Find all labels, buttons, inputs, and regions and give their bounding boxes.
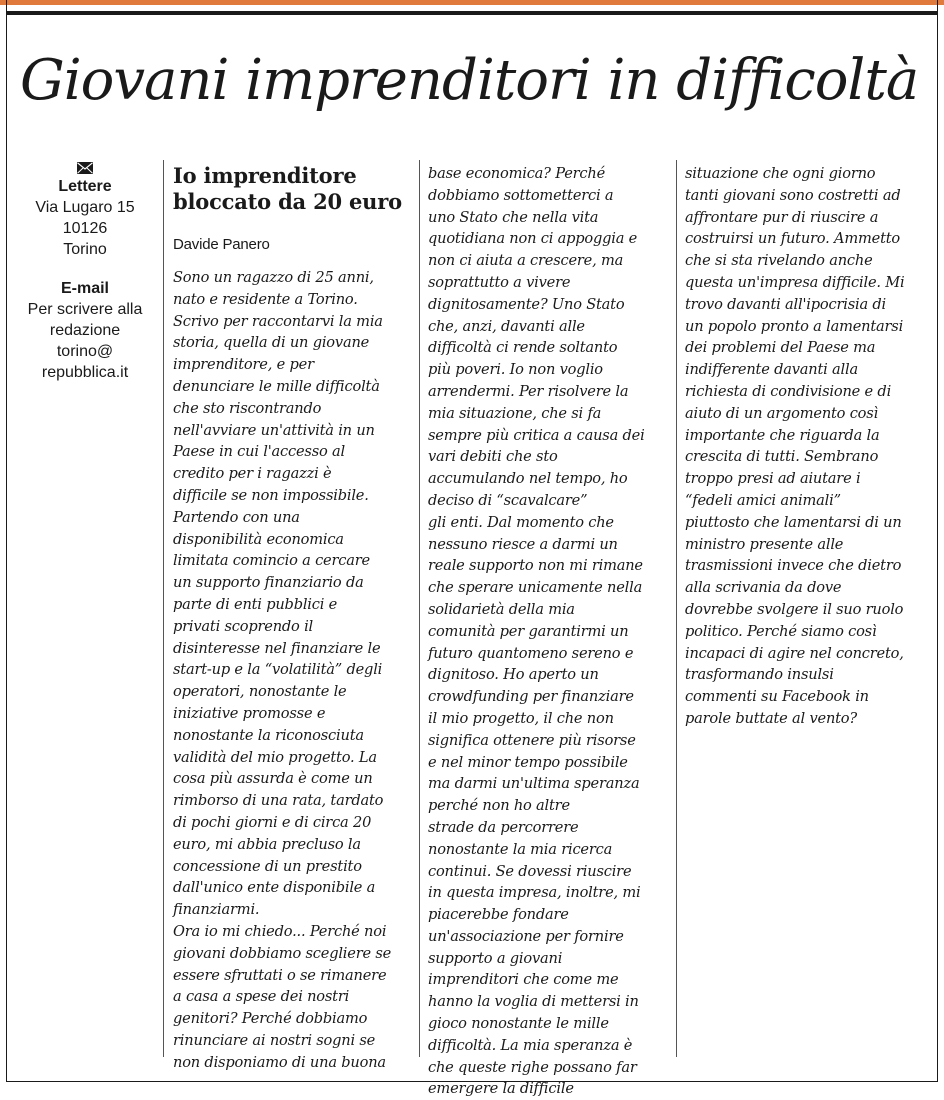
address-line: Via Lugaro 15 — [35, 199, 135, 216]
text-line: politico. Perché siamo così — [685, 622, 877, 640]
text-line: dobbiamo sottometterci a — [428, 186, 614, 204]
text-line: che queste righe possano far — [428, 1058, 637, 1076]
text-line: reale supporto non mi rimane — [428, 557, 643, 575]
text-line: Ora io mi chiedo... Perché noi — [173, 922, 387, 940]
text-line: uno Stato che nella vita — [428, 208, 599, 226]
text-line: imprenditore, e per — [173, 356, 314, 374]
text-line: non disponiamo di una buona — [173, 1053, 386, 1071]
text-line: vari debiti che sto — [428, 448, 558, 466]
text-line: rimborso di una rata, tardato — [173, 792, 384, 810]
text-line: genitori? Perché dobbiamo — [173, 1010, 368, 1028]
text-line: nato e residente a Torino. — [173, 290, 358, 308]
text-line: continui. Se dovessi riuscire — [428, 862, 632, 880]
text-line: cosa più assurda è come un — [173, 770, 373, 788]
column-rule — [419, 160, 420, 1057]
text-line: dignitoso. Ho aperto un — [428, 666, 599, 684]
text-line: indifferente davanti alla — [685, 361, 858, 379]
text-line: euro, mi abbia precluso la — [173, 835, 361, 853]
text-line: ma darmi un'ultima speranza — [428, 775, 640, 793]
text-line: troppo presi ad aiutare i — [685, 470, 861, 488]
text-line: strade da percorrere — [428, 818, 579, 836]
text-line: rinunciare ai nostri sogni se — [173, 1031, 376, 1049]
text-line: iniziative promosse e — [173, 704, 326, 722]
envelope-icon — [77, 162, 93, 174]
text-line: storia, quella di un giovane — [173, 334, 370, 352]
text-line: dovrebbe svolgere il suo ruolo — [685, 600, 904, 618]
text-line: privati scoprendo il — [173, 617, 314, 635]
text-line: piacerebbe fondare — [428, 906, 569, 924]
article-title-line: bloccato da 20 euro — [173, 189, 402, 214]
article-column-2 — [428, 163, 672, 1100]
text-line: giovani dobbiamo scegliere se — [173, 944, 392, 962]
text-line: e nel minor tempo possibile — [428, 753, 628, 771]
text-line: significa ottenere più risorse — [428, 731, 636, 749]
text-line: dignitosamente? Uno Stato — [428, 295, 625, 313]
text-line: nell'avviare un'attività in un — [173, 421, 375, 439]
text-line: emergere la difficile — [428, 1080, 574, 1098]
text-line: ministro presente alle — [685, 535, 844, 553]
text-line: trovo davanti all'ipocrisia di — [685, 295, 887, 313]
text-line: limitata comincio a cercare — [173, 552, 370, 570]
text-line: nonostante la mia ricerca — [428, 840, 613, 858]
text-line: deciso di “scavalcare” — [428, 491, 588, 509]
text-line: perché non ho altre — [428, 797, 570, 815]
text-line: che sto riscontrando — [173, 399, 322, 417]
column-rule — [163, 160, 164, 1057]
text-line: crowdfunding per finanziare — [428, 688, 634, 706]
text-line: incapaci di agire nel concreto, — [685, 644, 904, 662]
text-line: un popolo pronto a lamentarsi — [685, 317, 904, 335]
text-line: credito per i ragazzi è — [173, 465, 332, 483]
column-rule — [676, 160, 677, 1057]
text-line: alla scrivania da dove — [685, 579, 842, 597]
text-line: accumulando nel tempo, ho — [428, 470, 628, 488]
text-line: dall'unico ente disponibile a — [173, 879, 376, 897]
contact-sidebar — [16, 162, 154, 383]
text-line: mia situazione, che si fa — [428, 404, 602, 422]
text-line: gioco nonostante le mille — [428, 1015, 609, 1033]
text-line: importante che riguarda la — [685, 426, 880, 444]
email-address-link[interactable]: torino@ — [56, 343, 114, 360]
text-line: questa un'impresa difficile. Mi — [685, 273, 905, 291]
text-line: arrendermi. Per risolvere la — [428, 382, 629, 400]
text-line: start-up e la “volatilità” degli — [173, 661, 383, 679]
text-line: quotidiana non ci appoggia e — [428, 230, 638, 248]
text-line: hanno la voglia di mettersi in — [428, 993, 639, 1011]
article-title-line: Io imprenditore — [173, 163, 357, 188]
text-line: commenti su Facebook in — [685, 688, 869, 706]
text-line: operatori, nonostante le — [173, 683, 347, 701]
text-line: un supporto finanziario da — [173, 574, 364, 592]
text-line: costruirsi un futuro. Ammetto — [685, 230, 900, 248]
text-line: finanziarmi. — [173, 901, 260, 919]
text-line: solidarietà della mia — [428, 600, 575, 618]
text-line: che, anzi, davanti alle — [428, 317, 585, 335]
text-line: disinteresse nel finanziare le — [173, 639, 381, 657]
page-headline: Giovani imprenditori in difficoltà — [20, 48, 919, 113]
text-line: futuro quantomeno sereno e — [428, 644, 634, 662]
article-column-1 — [173, 163, 413, 1073]
text-line: disponibilità economica — [173, 530, 344, 548]
text-line: in questa impresa, inoltre, mi — [428, 884, 641, 902]
email-address-link[interactable]: repubblica.it — [41, 364, 129, 381]
text-line: non ci aiuta a crescere, ma — [428, 252, 624, 270]
text-line: supporto a giovani — [428, 949, 563, 967]
text-line: Sono un ragazzo di 25 anni, — [173, 269, 374, 286]
text-line: comunità per garantirmi un — [428, 622, 629, 640]
text-line: gli enti. Dal momento che — [428, 513, 614, 531]
text-line: che si sta rivelando anche — [685, 252, 873, 270]
text-line: “fedeli amici animali” — [685, 491, 841, 509]
text-line: a casa a spese dei nostri — [173, 988, 350, 1006]
text-line: denunciare le mille difficoltà — [173, 377, 380, 395]
text-line: trasformando insulsi — [685, 666, 834, 684]
text-line: difficoltà ci rende soltanto — [428, 339, 618, 357]
text-line: di pochi giorni e di circa 20 — [173, 813, 372, 831]
letters-label: Lettere — [58, 178, 112, 195]
text-line: richiesta di condivisione e di — [685, 382, 892, 400]
text-line: parte di enti pubblici e — [173, 595, 338, 613]
text-line: dei problemi del Paese ma — [685, 339, 876, 357]
text-line: validità del mio progetto. La — [173, 748, 377, 766]
text-line: base economica? Perché — [428, 165, 606, 182]
text-line: tanti giovani sono costretti ad — [685, 186, 901, 204]
text-line: difficoltà. La mia speranza è — [428, 1036, 633, 1054]
email-line: redazione — [49, 322, 121, 339]
text-line: soprattutto a vivere — [428, 273, 571, 291]
text-line: il mio progetto, il che non — [428, 709, 614, 727]
article-title — [173, 163, 413, 215]
text-line: crescita di tutti. Sembrano — [685, 448, 879, 466]
text-line: imprenditori che come me — [428, 971, 619, 989]
text-line: difficile se non impossibile. — [173, 486, 369, 504]
email-line: Per scrivere alla — [27, 301, 143, 318]
text-line: essere sfruttati o se rimanere — [173, 966, 387, 984]
text-line: piuttosto che lamentarsi di un — [685, 513, 902, 531]
text-line: trasmissioni invece che dietro — [685, 557, 902, 575]
text-line: un'associazione per fornire — [428, 927, 624, 945]
text-line: Partendo con una — [173, 508, 300, 526]
text-line: nonostante la riconosciuta — [173, 726, 364, 744]
article-column-3 — [685, 163, 935, 730]
email-label: E-mail — [60, 280, 109, 297]
text-line: aiuto di un argomento così — [685, 404, 879, 422]
text-line: parole buttate al vento? — [685, 709, 858, 727]
text-line: sempre più critica a causa dei — [428, 426, 645, 444]
text-line: più poveri. Io non voglio — [428, 361, 603, 379]
text-line: concessione di un prestito — [173, 857, 362, 875]
text-line: Paese in cui l'accesso al — [173, 443, 345, 461]
text-line: nessuno riesce a darmi un — [428, 535, 618, 553]
address-line: 10126 — [62, 220, 108, 237]
article-author: Davide Panero — [173, 236, 270, 253]
text-line: affrontare pur di riuscire a — [685, 208, 879, 226]
text-line: che sperare unicamente nella — [428, 579, 643, 597]
text-line: situazione che ogni giorno — [685, 165, 876, 182]
text-line: Scrivo per raccontarvi la mia — [173, 312, 383, 330]
address-line: Torino — [63, 241, 107, 258]
